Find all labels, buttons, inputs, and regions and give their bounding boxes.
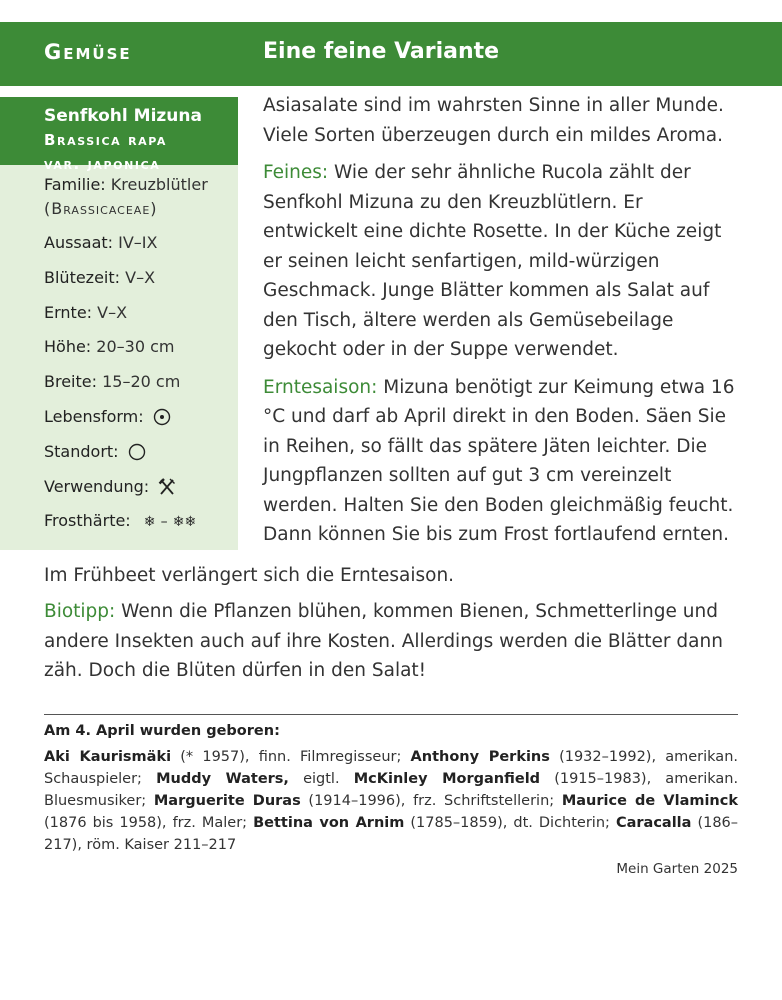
sun-icon <box>128 443 146 461</box>
snowflake-icon: ❄ <box>143 514 156 531</box>
frost-dash: – <box>160 514 168 531</box>
fact-verwendung <box>44 475 238 499</box>
fact-bluetezeit <box>44 266 238 290</box>
person-name: Aki Kaurismäki <box>44 749 172 765</box>
biotipp-text: Wenn die Pflanzen blühen, kommen Bienen, Schmetterlinge und andere Insekten auch auf ihre Kosten. Allerdings werden die Blätter dann zäh. Doch die Blüten dürfen in den Salat! <box>44 601 723 681</box>
fact-ernte <box>44 301 238 325</box>
page-footer: Mein Garten 2025 <box>616 861 738 877</box>
person-info: (1876 bis 1958), frz. Maler; <box>44 815 248 831</box>
feines-text: Wie der sehr ähnliche Rucola zählt der Senfkohl Mizuna zu den Kreuzblütlern. Er entwickelt eine dichte Rosette. In der Küche zeigt er seinen leicht senfartigen, mild-würzigen Geschmack. Junge Blätter kommen als Salat auf den Tisch, ältere werden als Gemüsebeilage gekocht oder in der Suppe verwendet. <box>263 162 722 360</box>
plant-latin-name-1: Brassica rapa <box>44 131 168 149</box>
feines-label: Feines: <box>263 162 329 183</box>
plant-common-name: Senfkohl Mizuna <box>44 106 202 126</box>
page-title: Eine feine Variante <box>263 39 500 64</box>
plant-name-box <box>0 97 238 173</box>
snowflake-icon: ❄❄ <box>172 514 197 531</box>
category-label: Gemüse <box>44 40 132 64</box>
person-name: Marguerite Duras <box>153 793 301 809</box>
erntesaison-paragraph <box>263 373 743 550</box>
divider <box>44 714 738 715</box>
fact-value: V–X <box>125 267 156 287</box>
fact-value: 15–20 cm <box>102 372 181 392</box>
person-info: (1915–1983), amerikan. Bluesmusiker; <box>44 771 739 809</box>
person-name: Maurice de Vlaminck <box>561 793 738 809</box>
person-name: Anthony Perkins <box>410 749 550 765</box>
person-info: (* 1957), finn. Filmregisseur; <box>180 749 402 765</box>
person-info: (1914–1996), frz. Schriftstellerin; <box>308 793 555 809</box>
fact-lebensform <box>44 405 238 429</box>
erntesaison-tail: Im Frühbeet verlängert sich die Erntesaison. <box>44 565 455 586</box>
fact-standort <box>44 440 238 464</box>
intro-paragraph: Asiasalate sind im wahrsten Sinne in aller Munde. Viele Sorten überzeugen durch ein mildes Aroma. <box>263 95 724 146</box>
birthdays-list <box>44 746 738 856</box>
fork-knife-icon <box>158 478 176 496</box>
fact-label: Breite: <box>44 372 97 392</box>
fact-label: Ernte: <box>44 302 93 322</box>
fact-value: Kreuzblütler <box>110 175 208 194</box>
biennial-symbol-icon <box>153 408 171 426</box>
fact-label: Aussaat: <box>44 233 114 252</box>
person-info: eigtl. <box>303 771 340 787</box>
fact-value: IV–IX <box>118 233 158 252</box>
fact-value: 20–30 cm <box>96 337 175 357</box>
person-info: (1785–1859), dt. Dichterin; <box>410 815 610 831</box>
person-info: (1932–1992), amerikan. Schauspieler; <box>44 749 738 787</box>
fact-label: Familie: <box>44 175 106 194</box>
plant-latin-name-2: var. japonica <box>44 155 161 173</box>
fact-breite <box>44 370 238 394</box>
person-name: Caracalla <box>615 815 692 831</box>
fact-value-latin: (Brassicaceae) <box>44 199 158 218</box>
fact-label: Frosthärte: <box>44 511 131 531</box>
fact-hoehe <box>44 335 238 359</box>
feines-paragraph <box>263 158 743 365</box>
erntesaison-label: Erntesaison: <box>263 376 378 398</box>
frost-rating <box>144 509 196 534</box>
fact-label: Höhe: <box>44 337 92 357</box>
fact-label: Blütezeit: <box>44 267 121 287</box>
page-header <box>0 22 782 86</box>
fact-familie <box>44 173 238 221</box>
fact-label: Lebensform: <box>44 406 144 426</box>
person-name: McKinley Morganfield <box>353 771 541 787</box>
erntesaison-text: Mizuna benötigt zur Keimung etwa 16 °C und darf ab April direkt in den Boden. Säen Sie in Reihen, so fällt das spätere Jäten leichter. Die Jungpflanzen sollten auf gut 3 cm vereinzelt werden. Halten Sie den Boden gleichmäßig feucht. Dann können Sie bis zum Frost fortlaufend ernten. <box>263 376 735 545</box>
fact-label: Standort: <box>44 441 119 461</box>
fact-label: Verwendung: <box>44 476 150 496</box>
birthdays-heading: Am 4. April wurden geboren: <box>44 723 280 739</box>
fact-aussaat <box>44 231 238 255</box>
plant-facts <box>0 165 238 534</box>
person-name: Muddy Waters, <box>156 771 289 787</box>
person-name: Bettina von Arnim <box>253 815 405 831</box>
biotipp-paragraph <box>44 597 744 686</box>
biotipp-label: Biotipp: <box>44 601 116 622</box>
fact-value: V–X <box>97 302 128 322</box>
main-text <box>263 91 743 550</box>
person-info: (186–217), röm. Kaiser 211–217 <box>44 815 739 853</box>
fact-frosthaerte <box>44 509 238 534</box>
plant-profile-sidebar <box>0 97 238 550</box>
